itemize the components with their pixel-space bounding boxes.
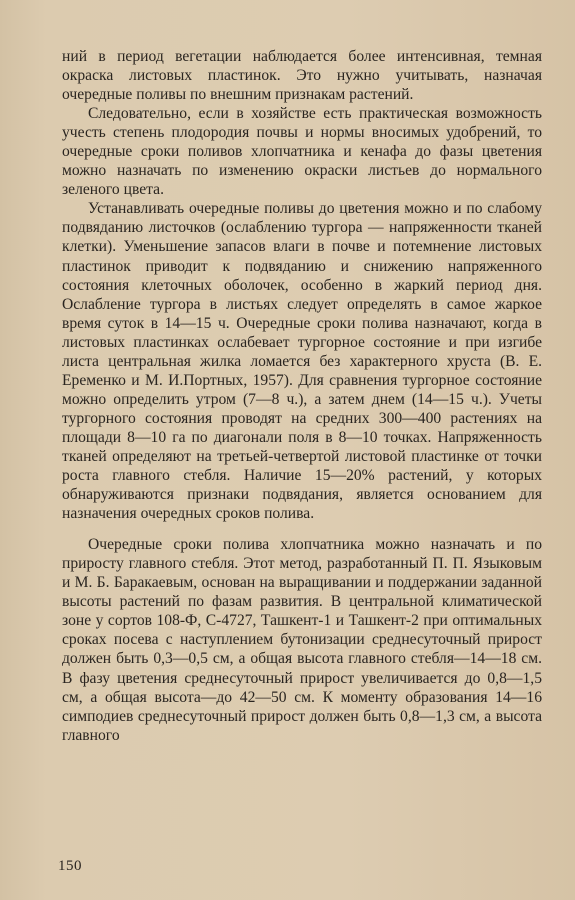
paragraph-2: Следовательно, если в хозяйстве есть практическая возможность учесть степень плодородия почвы и нормы вносимых удобрений, то очередные сроки поливов хлопчатника и кенафа до фазы цветения можно назначать по изменению окраски листьев до нормального зеленого цвета. [62,105,542,199]
body-text [62,47,542,745]
paragraph-3: Устанавливать очередные поливы до цветения можно и по слабому подвяданию листочков (ослаблению тургора — напряженности тканей клетки). Уменьшение запасов влаги в почве и потемнение листовых пластинок приводит к подвяданию и снижению напряженного состояния клеточных оболочек, особенно в жаркий период дня. Ослабление тургора в листьях следует определять в самое жаркое время суток в 14—15 ч. Очередные сроки полива назначают, когда в листовых пластинках ослабевает тургорное состояние и при изгибе листа центральная жилка ломается без характерного хруста (В. Е. Еременко и М. И.Портных, 1957). Для сравнения тургорное состояние можно определить утром (7—8 ч.), а затем днем (14—15 ч.). Учеты тургорного состояния проводят на средних 300—400 растениях на площади 8—10 га по диагонали поля в 8—10 точках. Напряженность тканей определяют на третьей-четвертой листовой пластинке от точки роста главного стебля. Наличие 15—20% растений, у которых обнаруживаются признаки подвядания, является основанием для назначения очередных сроков полива. [62,200,542,523]
page-number: 150 [58,858,82,874]
paragraph-1: ний в период вегетации наблюдается более интенсивная, темная окраска листовых пластинок. Это нужно учитывать, назначая очередные поливы по внешним признакам растений. [62,48,542,104]
paragraph-4: Очередные сроки полива хлопчатника можно назначать и по приросту главного стебля. Этот метод, разработанный П. П. Языковым и М. Б. Баракаевым, основан на выращивании и поддержании заданной высоты растений по фазам развития. В центральной климатической зоне у сортов 108-Ф, С-4727, Ташкент-1 и Ташкент-2 при оптимальных сроках посева с наступлением бутонизации среднесуточный прирост должен быть 0,3—0,5 см, а общая высота главного стебля—14—18 см. В фазу цветения среднесуточный прирост увеличивается до 0,8—1,5 см, а общая высота—до 42—50 см. К моменту образования 14—16 симподиев среднесуточный прирост должен быть 0,8—1,3 см, а высота главного [62,536,542,744]
